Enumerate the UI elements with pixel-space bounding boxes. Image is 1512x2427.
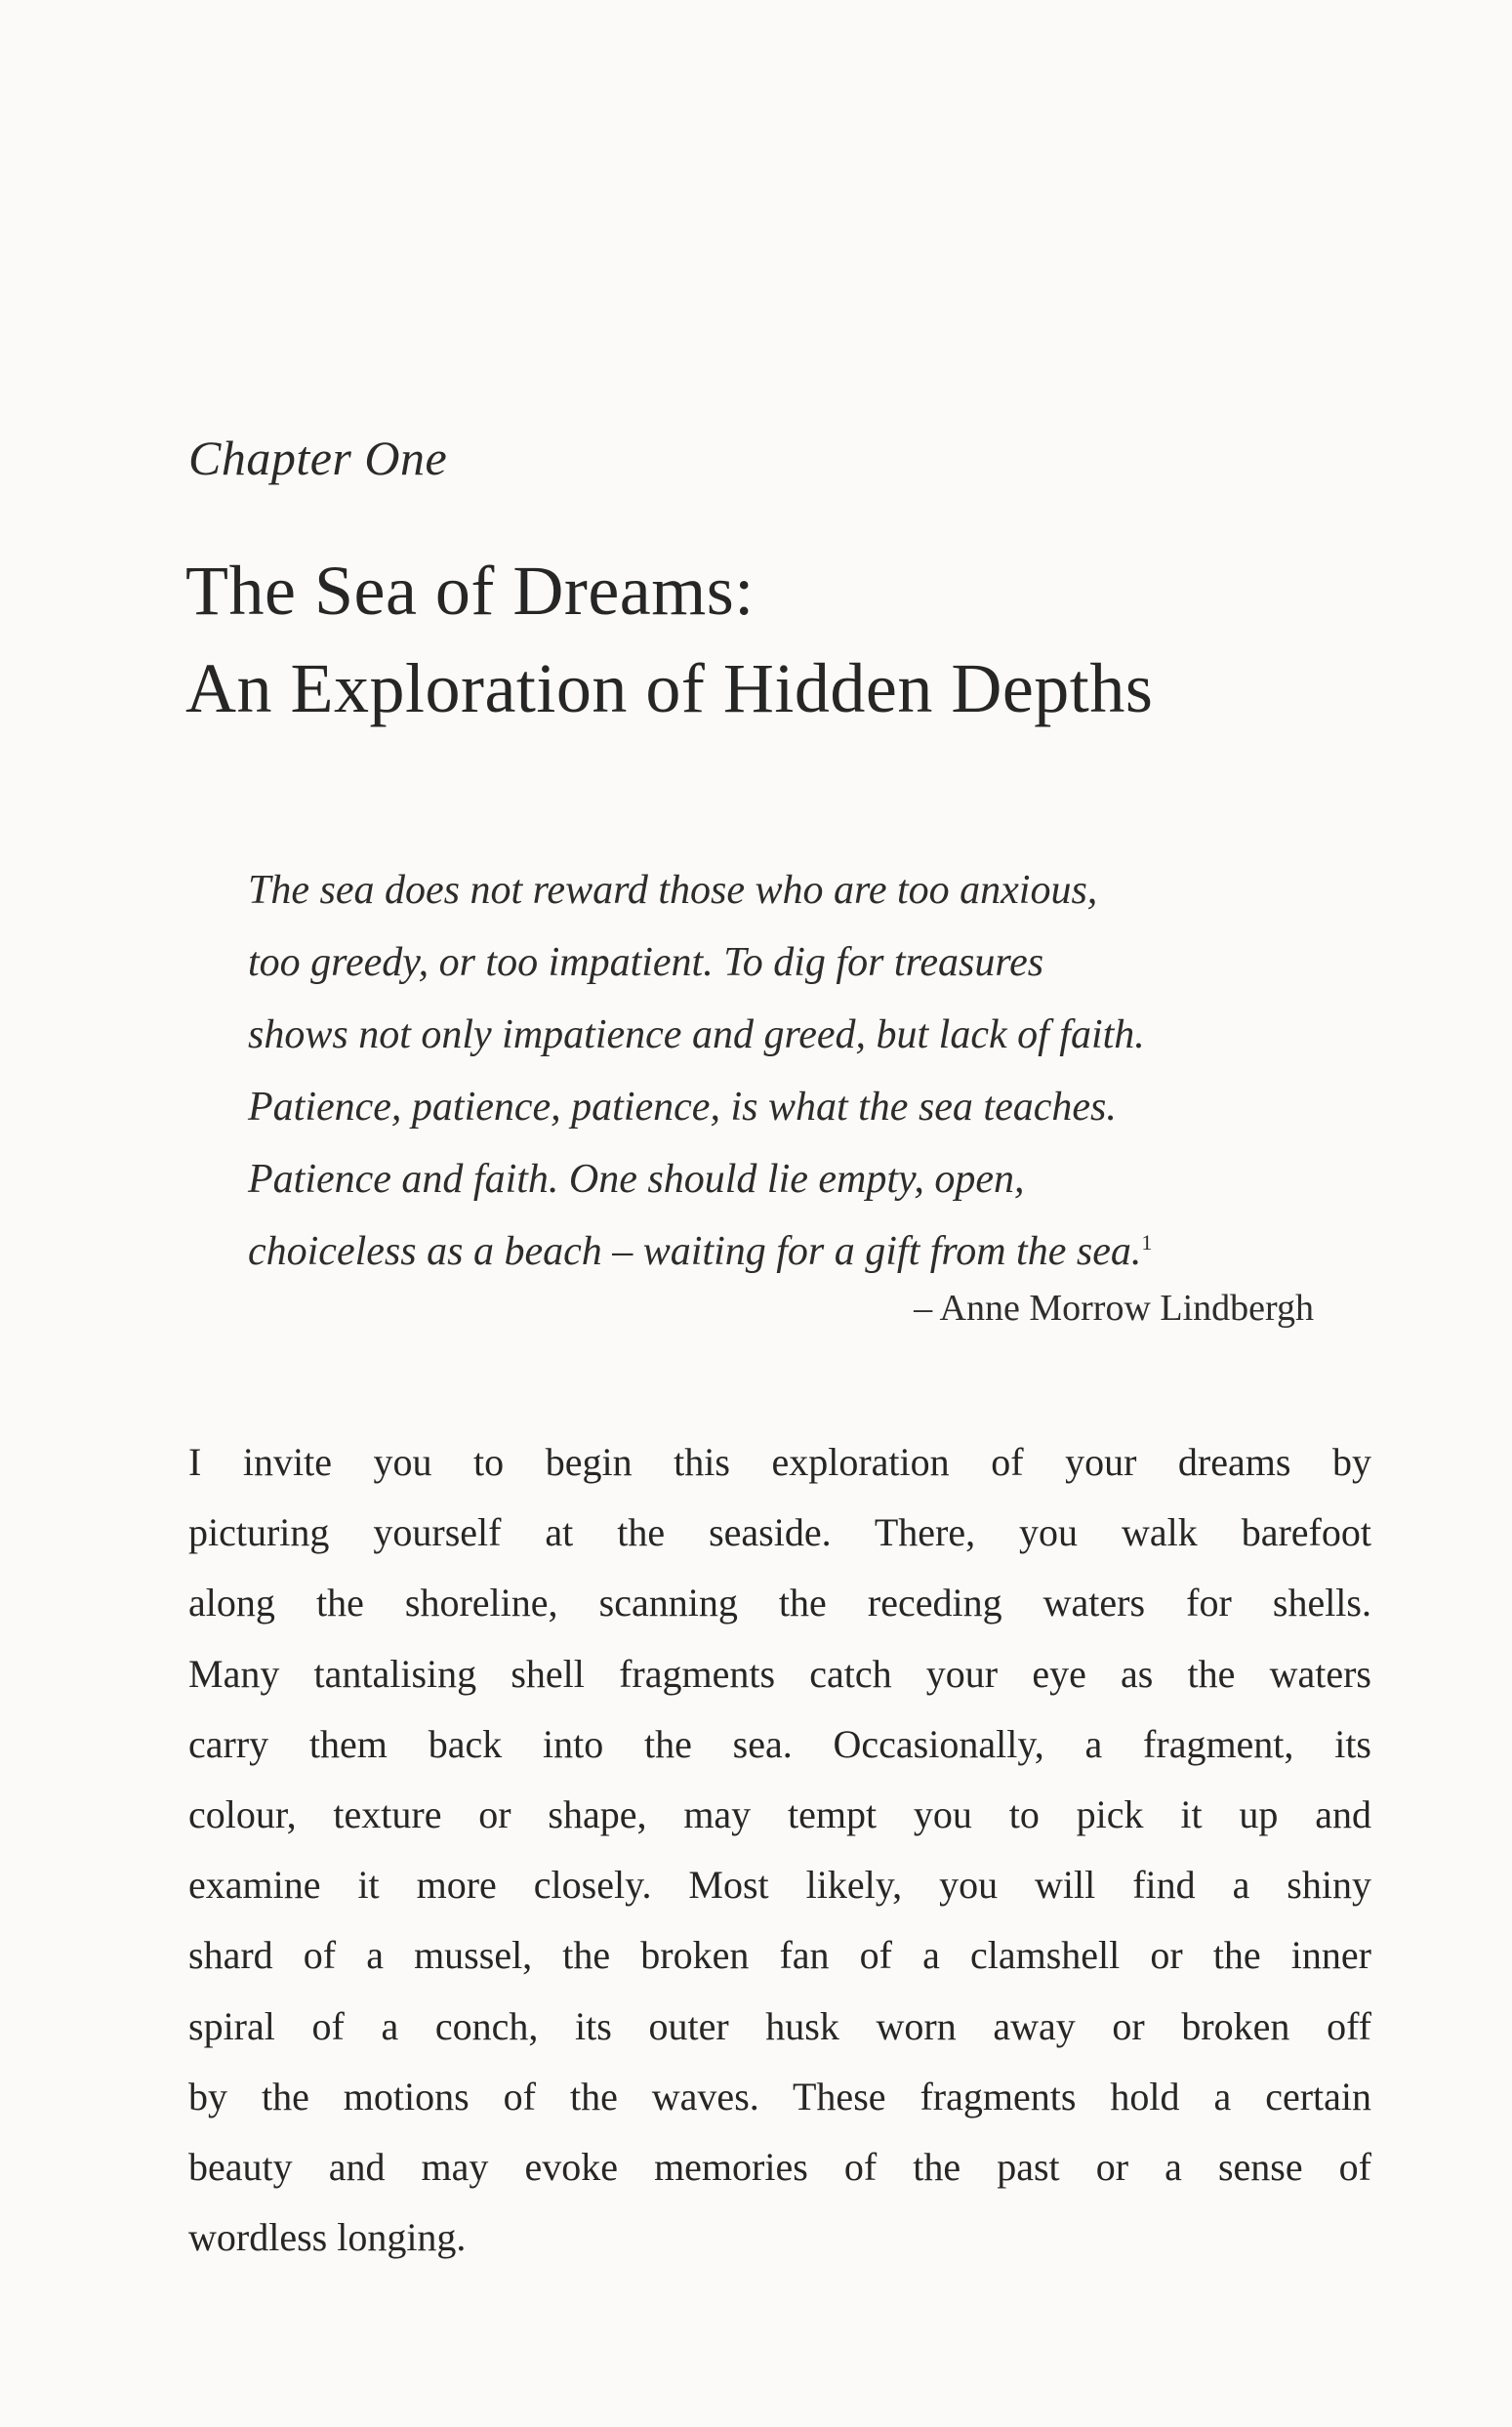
paragraph-line: Many tantalising shell fragments catch your eye as the waters — [188, 1651, 1371, 1696]
epigraph-line: Patience, patience, patience, is what the sea teaches. — [248, 1085, 1117, 1130]
epigraph-line: too greedy, or too impatient. To dig for treasures — [248, 940, 1044, 985]
epigraph-line-last — [248, 1215, 1322, 1288]
paragraph-line: colour, texture or shape, may tempt you to pick it up and — [188, 1792, 1371, 1837]
paragraph-line: beauty and may evoke memories of the past or a sense of — [188, 2145, 1371, 2190]
epigraph-line: The sea does not reward those who are too anxious, — [248, 868, 1098, 913]
epigraph-line: shows not only impatience and greed, but lack of faith. — [248, 1012, 1145, 1057]
chapter-label: Chapter One — [188, 431, 448, 485]
paragraph-line: examine it more closely. Most likely, you will find a shiny — [188, 1863, 1371, 1908]
body-paragraph — [188, 1427, 1371, 2273]
footnote-marker: 1 — [1141, 1230, 1153, 1255]
paragraph-line: by the motions of the waves. These fragments hold a certain — [188, 2074, 1371, 2118]
epigraph-attribution: – Anne Morrow Lindbergh — [914, 1288, 1314, 1329]
paragraph-line: spiral of a conch, its outer husk worn away or broken off — [188, 2003, 1371, 2048]
chapter-title-line: An Exploration of Hidden Depths — [185, 649, 1154, 727]
chapter-title — [185, 542, 1406, 737]
chapter-title-line: The Sea of Dreams: — [185, 552, 755, 630]
epigraph-line: choiceless as a beach – waiting for a gift from the sea. — [248, 1229, 1142, 1274]
epigraph-quote — [248, 854, 1322, 1288]
paragraph-line: I invite you to begin this exploration of your dreams by — [188, 1440, 1371, 1484]
epigraph-line: Patience and faith. One should lie empty, open, — [248, 1157, 1025, 1202]
paragraph-line: wordless longing. — [188, 2215, 467, 2260]
paragraph-line: picturing yourself at the seaside. There, you walk barefoot — [188, 1510, 1371, 1555]
paragraph-line: along the shoreline, scanning the receding waters for shells. — [188, 1581, 1371, 1625]
paragraph-line: carry them back into the sea. Occasionally, a fragment, its — [188, 1721, 1371, 1766]
paragraph-line: shard of a mussel, the broken fan of a clamshell or the inner — [188, 1933, 1371, 1978]
